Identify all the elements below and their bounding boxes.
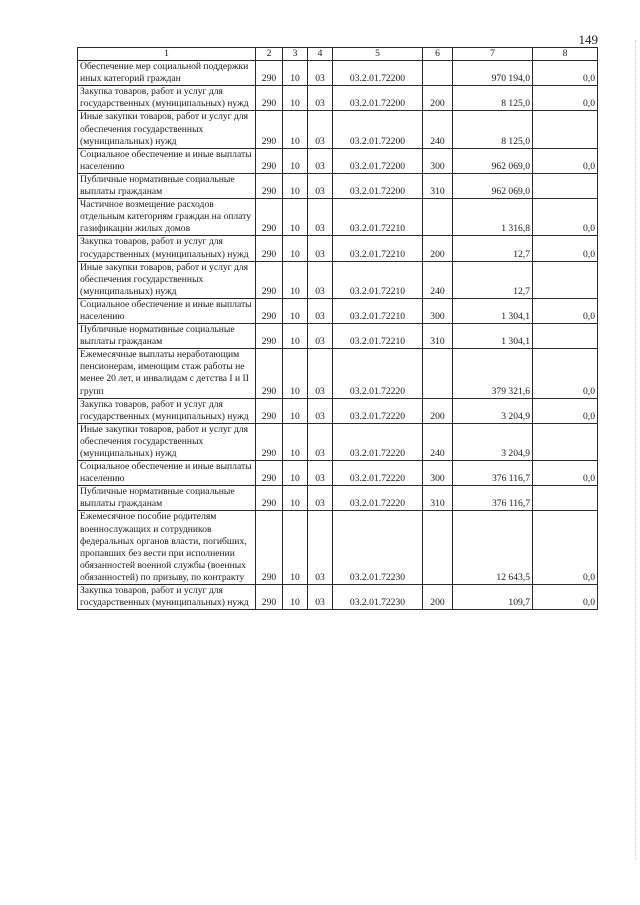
cell-amount-2: 0,0 — [533, 349, 598, 398]
cell-target-article: 03.2.01.72210 — [333, 298, 423, 323]
cell-target-article: 03.2.01.72210 — [333, 261, 423, 298]
row-description: Иные закупки товаров, работ и услуг для обеспечения государственных (муниципальных) нужд — [78, 261, 256, 298]
row-description: Публичные нормативные социальные выплаты гражданам — [78, 324, 256, 349]
cell-target-article: 03.2.01.72200 — [333, 61, 423, 86]
cell-section: 10 — [283, 261, 308, 298]
cell-amount: 1 304,1 — [453, 298, 533, 323]
table-row — [78, 324, 598, 349]
cell-amount-2 — [533, 261, 598, 298]
cell-subsection: 03 — [308, 398, 333, 423]
cell-code: 290 — [256, 61, 283, 86]
cell-expense-type: 240 — [423, 261, 453, 298]
cell-code: 290 — [256, 236, 283, 261]
column-header: 3 — [283, 48, 308, 61]
cell-code: 290 — [256, 111, 283, 148]
cell-section: 10 — [283, 461, 308, 486]
cell-target-article: 03.2.01.72220 — [333, 349, 423, 398]
cell-amount-2: 0,0 — [533, 61, 598, 86]
cell-amount-2: 0,0 — [533, 86, 598, 111]
cell-amount: 8 125,0 — [453, 111, 533, 148]
table-row — [78, 511, 598, 585]
cell-code: 290 — [256, 173, 283, 198]
table-header-row — [78, 48, 598, 61]
cell-section: 10 — [283, 111, 308, 148]
cell-amount: 970 194,0 — [453, 61, 533, 86]
cell-subsection: 03 — [308, 461, 333, 486]
cell-amount-2: 0,0 — [533, 461, 598, 486]
table-row — [78, 236, 598, 261]
cell-target-article: 03.2.01.72230 — [333, 585, 423, 610]
cell-subsection: 03 — [308, 349, 333, 398]
row-description: Социальное обеспечение и иные выплаты населению — [78, 298, 256, 323]
scan-edge — [634, 40, 636, 860]
table-row — [78, 86, 598, 111]
cell-expense-type: 310 — [423, 486, 453, 511]
cell-target-article: 03.2.01.72230 — [333, 511, 423, 585]
column-header: 1 — [78, 48, 256, 61]
table-row — [78, 261, 598, 298]
cell-subsection: 03 — [308, 423, 333, 460]
cell-subsection: 03 — [308, 511, 333, 585]
cell-code: 290 — [256, 423, 283, 460]
cell-section: 10 — [283, 199, 308, 236]
cell-code: 290 — [256, 511, 283, 585]
table-row — [78, 423, 598, 460]
cell-code: 290 — [256, 349, 283, 398]
row-description: Частичное возмещение расходов отдельным категориям граждан на оплату газификации жилых домов — [78, 199, 256, 236]
cell-amount: 376 116,7 — [453, 486, 533, 511]
cell-section: 10 — [283, 148, 308, 173]
cell-code: 290 — [256, 261, 283, 298]
cell-subsection: 03 — [308, 111, 333, 148]
budget-table — [77, 47, 598, 610]
cell-subsection: 03 — [308, 86, 333, 111]
cell-expense-type: 310 — [423, 173, 453, 198]
cell-subsection: 03 — [308, 486, 333, 511]
row-description: Ежемесячное пособие родителям военнослужащих и сотрудников федеральных органов власти, погибших, пропавших без вести при исполнении обязанностей военной службы (военных обязанностей) по призыву, по контракту — [78, 511, 256, 585]
row-description: Закупка товаров, работ и услуг для государственных (муниципальных) нужд — [78, 398, 256, 423]
cell-code: 290 — [256, 148, 283, 173]
cell-code: 290 — [256, 86, 283, 111]
cell-target-article: 03.2.01.72200 — [333, 86, 423, 111]
cell-code: 290 — [256, 398, 283, 423]
cell-amount-2: 0,0 — [533, 585, 598, 610]
cell-target-article: 03.2.01.72220 — [333, 423, 423, 460]
cell-amount: 3 204,9 — [453, 398, 533, 423]
cell-code: 290 — [256, 486, 283, 511]
cell-code: 290 — [256, 199, 283, 236]
cell-expense-type: 310 — [423, 324, 453, 349]
cell-target-article: 03.2.01.72220 — [333, 398, 423, 423]
cell-amount-2: 0,0 — [533, 148, 598, 173]
cell-code: 290 — [256, 461, 283, 486]
table-row — [78, 61, 598, 86]
table-row — [78, 199, 598, 236]
row-description: Социальное обеспечение и иные выплаты населению — [78, 148, 256, 173]
cell-code: 290 — [256, 298, 283, 323]
cell-amount-2 — [533, 111, 598, 148]
cell-subsection: 03 — [308, 585, 333, 610]
cell-amount-2: 0,0 — [533, 199, 598, 236]
cell-expense-type: 240 — [423, 423, 453, 460]
table-row — [78, 349, 598, 398]
cell-amount-2: 0,0 — [533, 398, 598, 423]
column-header: 6 — [423, 48, 453, 61]
cell-section: 10 — [283, 173, 308, 198]
cell-amount: 1 304,1 — [453, 324, 533, 349]
cell-expense-type: 200 — [423, 398, 453, 423]
row-description: Иные закупки товаров, работ и услуг для обеспечения государственных (муниципальных) нужд — [78, 111, 256, 148]
column-header: 4 — [308, 48, 333, 61]
row-description: Закупка товаров, работ и услуг для государственных (муниципальных) нужд — [78, 86, 256, 111]
cell-amount: 1 316,8 — [453, 199, 533, 236]
cell-amount: 8 125,0 — [453, 86, 533, 111]
cell-amount-2 — [533, 486, 598, 511]
cell-section: 10 — [283, 423, 308, 460]
cell-subsection: 03 — [308, 324, 333, 349]
cell-expense-type — [423, 61, 453, 86]
cell-expense-type: 200 — [423, 86, 453, 111]
cell-subsection: 03 — [308, 199, 333, 236]
cell-section: 10 — [283, 298, 308, 323]
cell-expense-type: 200 — [423, 585, 453, 610]
cell-subsection: 03 — [308, 236, 333, 261]
cell-section: 10 — [283, 511, 308, 585]
cell-section: 10 — [283, 398, 308, 423]
cell-amount: 109,7 — [453, 585, 533, 610]
cell-target-article: 03.2.01.72220 — [333, 461, 423, 486]
cell-expense-type: 300 — [423, 298, 453, 323]
cell-amount: 12,7 — [453, 236, 533, 261]
cell-target-article: 03.2.01.72210 — [333, 324, 423, 349]
cell-target-article: 03.2.01.72200 — [333, 173, 423, 198]
table-row — [78, 148, 598, 173]
cell-subsection: 03 — [308, 261, 333, 298]
cell-expense-type: 200 — [423, 236, 453, 261]
cell-amount: 12 643,5 — [453, 511, 533, 585]
cell-target-article: 03.2.01.72200 — [333, 148, 423, 173]
table-row — [78, 398, 598, 423]
cell-section: 10 — [283, 585, 308, 610]
table-row — [78, 585, 598, 610]
row-description: Публичные нормативные социальные выплаты гражданам — [78, 173, 256, 198]
cell-amount: 379 321,6 — [453, 349, 533, 398]
page-number: 149 — [578, 32, 598, 47]
row-description: Ежемесячные выплаты неработающим пенсионерам, имеющим стаж работы не менее 20 лет, и инвалидам с детства I и II групп — [78, 349, 256, 398]
cell-amount-2 — [533, 324, 598, 349]
cell-section: 10 — [283, 236, 308, 261]
row-description: Закупка товаров, работ и услуг для государственных (муниципальных) нужд — [78, 585, 256, 610]
cell-amount: 376 116,7 — [453, 461, 533, 486]
cell-target-article: 03.2.01.72200 — [333, 111, 423, 148]
cell-expense-type: 240 — [423, 111, 453, 148]
cell-amount-2: 0,0 — [533, 236, 598, 261]
cell-section: 10 — [283, 86, 308, 111]
row-description: Публичные нормативные социальные выплаты гражданам — [78, 486, 256, 511]
cell-amount-2: 0,0 — [533, 511, 598, 585]
cell-section: 10 — [283, 61, 308, 86]
table-row — [78, 173, 598, 198]
table-row — [78, 111, 598, 148]
cell-expense-type: 300 — [423, 148, 453, 173]
row-description: Иные закупки товаров, работ и услуг для обеспечения государственных (муниципальных) нужд — [78, 423, 256, 460]
cell-amount: 962 069,0 — [453, 148, 533, 173]
cell-expense-type — [423, 349, 453, 398]
cell-amount: 962 069,0 — [453, 173, 533, 198]
column-header: 5 — [333, 48, 423, 61]
cell-subsection: 03 — [308, 298, 333, 323]
cell-section: 10 — [283, 324, 308, 349]
cell-expense-type — [423, 199, 453, 236]
cell-target-article: 03.2.01.72210 — [333, 236, 423, 261]
cell-amount: 12,7 — [453, 261, 533, 298]
table-row — [78, 461, 598, 486]
cell-amount: 3 204,9 — [453, 423, 533, 460]
row-description: Обеспечение мер социальной поддержки иных категорий граждан — [78, 61, 256, 86]
row-description: Закупка товаров, работ и услуг для государственных (муниципальных) нужд — [78, 236, 256, 261]
column-header: 7 — [453, 48, 533, 61]
cell-amount-2 — [533, 173, 598, 198]
cell-subsection: 03 — [308, 148, 333, 173]
column-header: 2 — [256, 48, 283, 61]
cell-section: 10 — [283, 486, 308, 511]
cell-target-article: 03.2.01.72210 — [333, 199, 423, 236]
cell-expense-type: 300 — [423, 461, 453, 486]
cell-target-article: 03.2.01.72220 — [333, 486, 423, 511]
table-row — [78, 486, 598, 511]
cell-amount-2: 0,0 — [533, 298, 598, 323]
column-header: 8 — [533, 48, 598, 61]
cell-expense-type — [423, 511, 453, 585]
cell-section: 10 — [283, 349, 308, 398]
cell-subsection: 03 — [308, 173, 333, 198]
cell-amount-2 — [533, 423, 598, 460]
cell-subsection: 03 — [308, 61, 333, 86]
cell-code: 290 — [256, 585, 283, 610]
cell-code: 290 — [256, 324, 283, 349]
table-row — [78, 298, 598, 323]
row-description: Социальное обеспечение и иные выплаты населению — [78, 461, 256, 486]
